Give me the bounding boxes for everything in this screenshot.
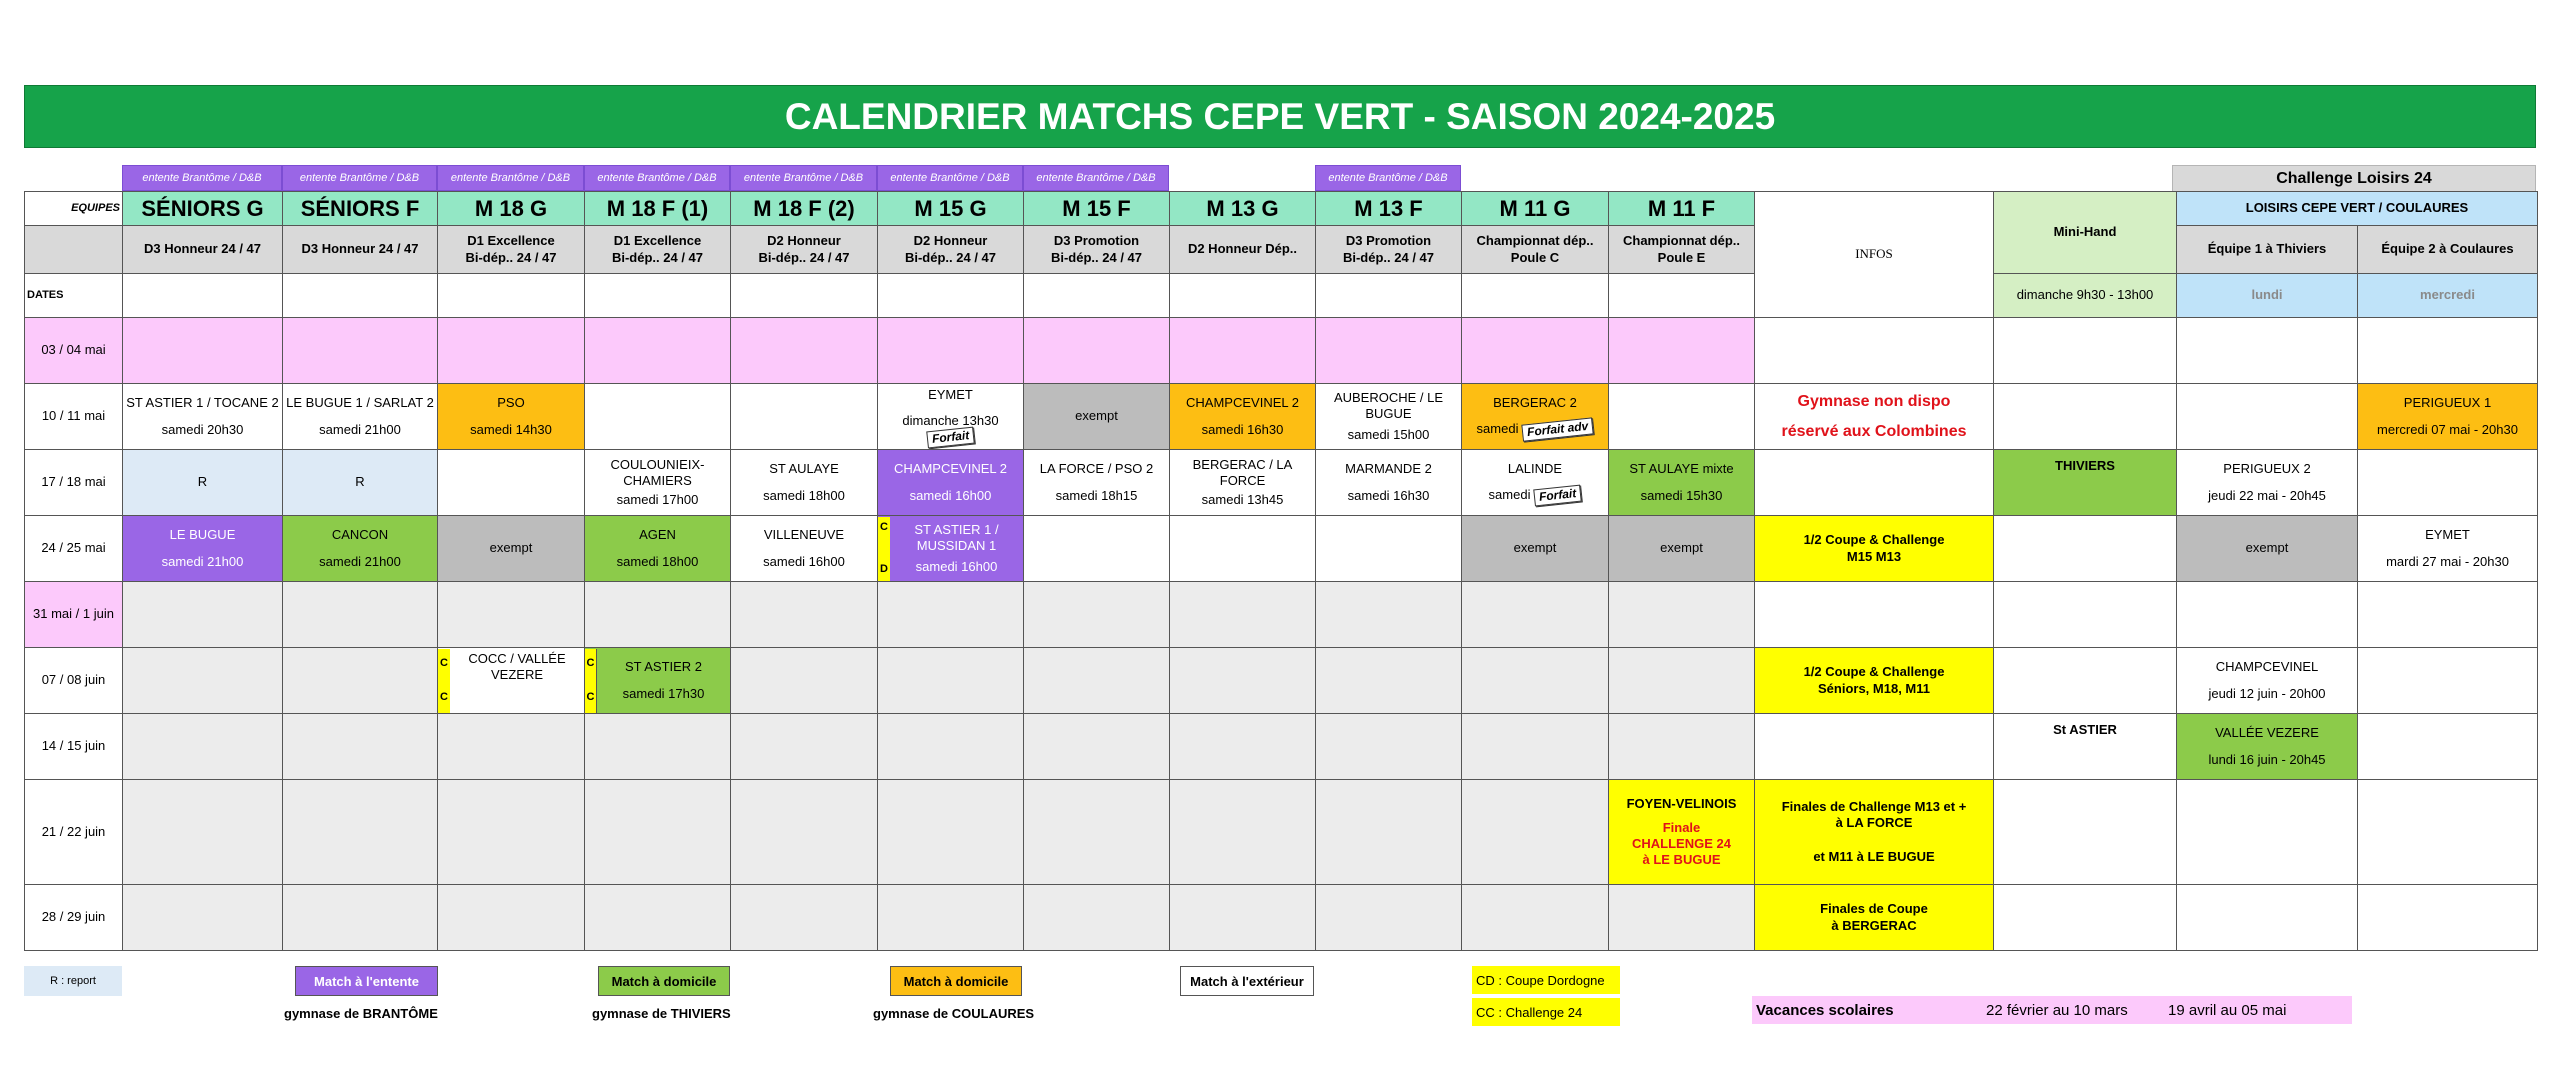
- minihand-cell: St ASTIER: [1994, 714, 2177, 780]
- match-cell: exempt: [1609, 516, 1755, 582]
- match-cell: PSO samedi 14h30: [438, 384, 585, 450]
- team-header: SÉNIORS F: [283, 192, 438, 226]
- forfait-stamp: Forfait: [1533, 485, 1582, 507]
- equipes-label: EQUIPES: [25, 192, 123, 226]
- loisirs-match: PERIGUEUX 2 jeudi 22 mai - 20h45: [2177, 450, 2358, 516]
- entente-tag: entente Brantôme / D&B: [730, 165, 877, 191]
- challenge-loisirs-header: Challenge Loisirs 24: [2172, 165, 2536, 193]
- date-cell: 03 / 04 mai: [25, 318, 123, 384]
- legend-domicile-coulaures: Match à domicile: [890, 966, 1022, 996]
- forfait-adv-stamp: Forfait adv: [1521, 417, 1594, 441]
- loisirs-match: PERIGUEUX 1 mercredi 07 mai - 20h30: [2358, 384, 2538, 450]
- entente-tag: entente Brantôme / D&B: [584, 165, 730, 191]
- calendar-table: [24, 191, 2538, 951]
- match-cell: exempt: [1462, 516, 1609, 582]
- legend-vacances: [1752, 996, 2352, 1024]
- info-cell: Finales de Challenge M13 et + à LA FORCE et M11 à LE BUGUE: [1755, 780, 1994, 885]
- loisirs-team-2: Équipe 2 à Coulaures: [2358, 226, 2538, 274]
- date-cell: 21 / 22 juin: [25, 780, 123, 885]
- date-cell: 17 / 18 mai: [25, 450, 123, 516]
- division-cell: D3 Promotion Bi-dép.. 24 / 47: [1024, 226, 1170, 274]
- date-cell: 24 / 25 mai: [25, 516, 123, 582]
- team-header: M 11 F: [1609, 192, 1755, 226]
- info-cell: 1/2 Coupe & Challenge M15 M13: [1755, 516, 1994, 582]
- date-cell: 28 / 29 juin: [25, 885, 123, 951]
- loisirs-team-1: Équipe 1 à Thiviers: [2177, 226, 2358, 274]
- match-cell: ST AULAYE mixte samedi 15h30: [1609, 450, 1755, 516]
- match-cell: CANCON samedi 21h00: [283, 516, 438, 582]
- legend-coulaures-gym: gymnase de COULAURES: [873, 1006, 1035, 1021]
- division-cell: D3 Promotion Bi-dép.. 24 / 47: [1316, 226, 1462, 274]
- match-cell: LE BUGUE 1 / SARLAT 2 samedi 21h00: [283, 384, 438, 450]
- match-cell: CHAMPCEVINEL 2 samedi 16h30: [1170, 384, 1316, 450]
- loisirs-match: CHAMPCEVINEL jeudi 12 juin - 20h00: [2177, 648, 2358, 714]
- entente-tag: entente Brantôme / D&B: [1023, 165, 1169, 191]
- loisirs-match: VALLÉE VEZERE lundi 16 juin - 20h45: [2177, 714, 2358, 780]
- division-cell: Championnat dép.. Poule E: [1609, 226, 1755, 274]
- forfait-stamp: Forfait: [926, 427, 975, 449]
- legend-cd: CD : Coupe Dordogne: [1472, 966, 1620, 994]
- date-cell: 10 / 11 mai: [25, 384, 123, 450]
- legend-domicile-thiviers: Match à domicile: [598, 966, 730, 996]
- date-cell: 14 / 15 juin: [25, 714, 123, 780]
- date-cell: 07 / 08 juin: [25, 648, 123, 714]
- division-cell: D2 Honneur Bi-dép.. 24 / 47: [878, 226, 1024, 274]
- team-header: M 18 G: [438, 192, 585, 226]
- division-cell: Championnat dép.. Poule C: [1462, 226, 1609, 274]
- final-cell: FOYEN-VELINOIS Finale CHALLENGE 24 à LE BUGUE: [1609, 780, 1755, 885]
- challenge-marker: C C: [438, 649, 450, 713]
- info-cell: 1/2 Coupe & Challenge Séniors, M18, M11: [1755, 648, 1994, 714]
- legend-report: R : report: [24, 966, 122, 996]
- loisirs-day-2: mercredi: [2358, 274, 2538, 318]
- match-cell: LA FORCE / PSO 2 samedi 18h15: [1024, 450, 1170, 516]
- team-header: M 13 G: [1170, 192, 1316, 226]
- coupe-marker: C D: [878, 517, 890, 581]
- division-cell: D3 Honneur 24 / 47: [123, 226, 283, 274]
- match-cell: BERGERAC / LA FORCE samedi 13h45: [1170, 450, 1316, 516]
- legend-entente-gym: gymnase de BRANTÔME: [284, 1006, 438, 1021]
- entente-tag: entente Brantôme / D&B: [877, 165, 1023, 191]
- team-header: M 18 F (1): [585, 192, 731, 226]
- team-header: M 18 F (2): [731, 192, 878, 226]
- blank-cell: [25, 226, 123, 274]
- legend-cc: CC : Challenge 24: [1472, 998, 1620, 1026]
- division-cell: D3 Honneur 24 / 47: [283, 226, 438, 274]
- date-cell: 31 mai / 1 juin: [25, 582, 123, 648]
- entente-tag: entente Brantôme / D&B: [122, 165, 282, 191]
- match-cell: EYMET dimanche 13h30 Forfait: [878, 384, 1024, 450]
- loisirs-header: LOISIRS CEPE VERT / COULAURES: [2177, 192, 2538, 226]
- entente-tag: entente Brantôme / D&B: [1315, 165, 1461, 191]
- legend-exterieur: Match à l'extérieur: [1180, 966, 1314, 996]
- vacances-period-2: 19 avril au 05 mai: [2168, 1001, 2287, 1019]
- vacances-period-1: 22 février au 10 mars: [1986, 1001, 2128, 1019]
- challenge-marker: C C: [585, 649, 597, 713]
- division-cell: D1 Excellence Bi-dép.. 24 / 47: [585, 226, 731, 274]
- loisirs-match: exempt: [2177, 516, 2358, 582]
- infos-header: INFOS: [1755, 192, 1994, 318]
- match-cell: COULOUNIEIX-CHAMIERS samedi 17h00: [585, 450, 731, 516]
- match-cell: LE BUGUE samedi 21h00: [123, 516, 283, 582]
- team-header: M 11 G: [1462, 192, 1609, 226]
- match-cell: MARMANDE 2 samedi 16h30: [1316, 450, 1462, 516]
- loisirs-match: EYMET mardi 27 mai - 20h30: [2358, 516, 2538, 582]
- page-title: CALENDRIER MATCHS CEPE VERT - SAISON 2024-2025: [24, 85, 2536, 148]
- minihand-cell: THIVIERS: [1994, 450, 2177, 516]
- team-header: SÉNIORS G: [123, 192, 283, 226]
- team-header: M 15 G: [878, 192, 1024, 226]
- match-cell: BERGERAC 2 samedi Forfait adv: [1462, 384, 1609, 450]
- match-cell: ST AULAYE samedi 18h00: [731, 450, 878, 516]
- match-cell: C C ST ASTIER 2 samedi 17h30: [585, 648, 731, 714]
- info-cell: Gymnase non dispo réservé aux Colombines: [1755, 384, 1994, 450]
- report-cell: R: [283, 450, 438, 516]
- match-cell: AUBEROCHE / LE BUGUE samedi 15h00: [1316, 384, 1462, 450]
- division-cell: D2 Honneur Bi-dép.. 24 / 47: [731, 226, 878, 274]
- minihand-time: dimanche 9h30 - 13h00: [1994, 274, 2177, 318]
- report-cell: R: [123, 450, 283, 516]
- match-cell: AGEN samedi 18h00: [585, 516, 731, 582]
- match-cell: CHAMPCEVINEL 2 samedi 16h00: [878, 450, 1024, 516]
- match-cell: VILLENEUVE samedi 16h00: [731, 516, 878, 582]
- legend-thiviers-gym: gymnase de THIVIERS: [592, 1006, 731, 1021]
- division-cell: D2 Honneur Dép..: [1170, 226, 1316, 274]
- vacances-label: Vacances scolaires: [1756, 1001, 1894, 1019]
- info-cell: Finales de Coupe à BERGERAC: [1755, 885, 1994, 951]
- loisirs-day-1: lundi: [2177, 274, 2358, 318]
- entente-tag: entente Brantôme / D&B: [282, 165, 437, 191]
- dates-label: DATES: [25, 274, 123, 318]
- match-cell: LALINDE samedi Forfait: [1462, 450, 1609, 516]
- match-cell: C D ST ASTIER 1 / MUSSIDAN 1 samedi 16h00: [878, 516, 1024, 582]
- minihand-header: Mini-Hand: [1994, 192, 2177, 274]
- match-cell: ST ASTIER 1 / TOCANE 2 samedi 20h30: [123, 384, 283, 450]
- division-cell: D1 Excellence Bi-dép.. 24 / 47: [438, 226, 585, 274]
- match-cell: exempt: [1024, 384, 1170, 450]
- entente-tag: entente Brantôme / D&B: [437, 165, 584, 191]
- team-header: M 15 F: [1024, 192, 1170, 226]
- legend-entente: Match à l'entente: [295, 966, 438, 996]
- team-header: M 13 F: [1316, 192, 1462, 226]
- match-cell: exempt: [438, 516, 585, 582]
- match-cell: C C COCC / VALLÉE VEZERE: [438, 648, 585, 714]
